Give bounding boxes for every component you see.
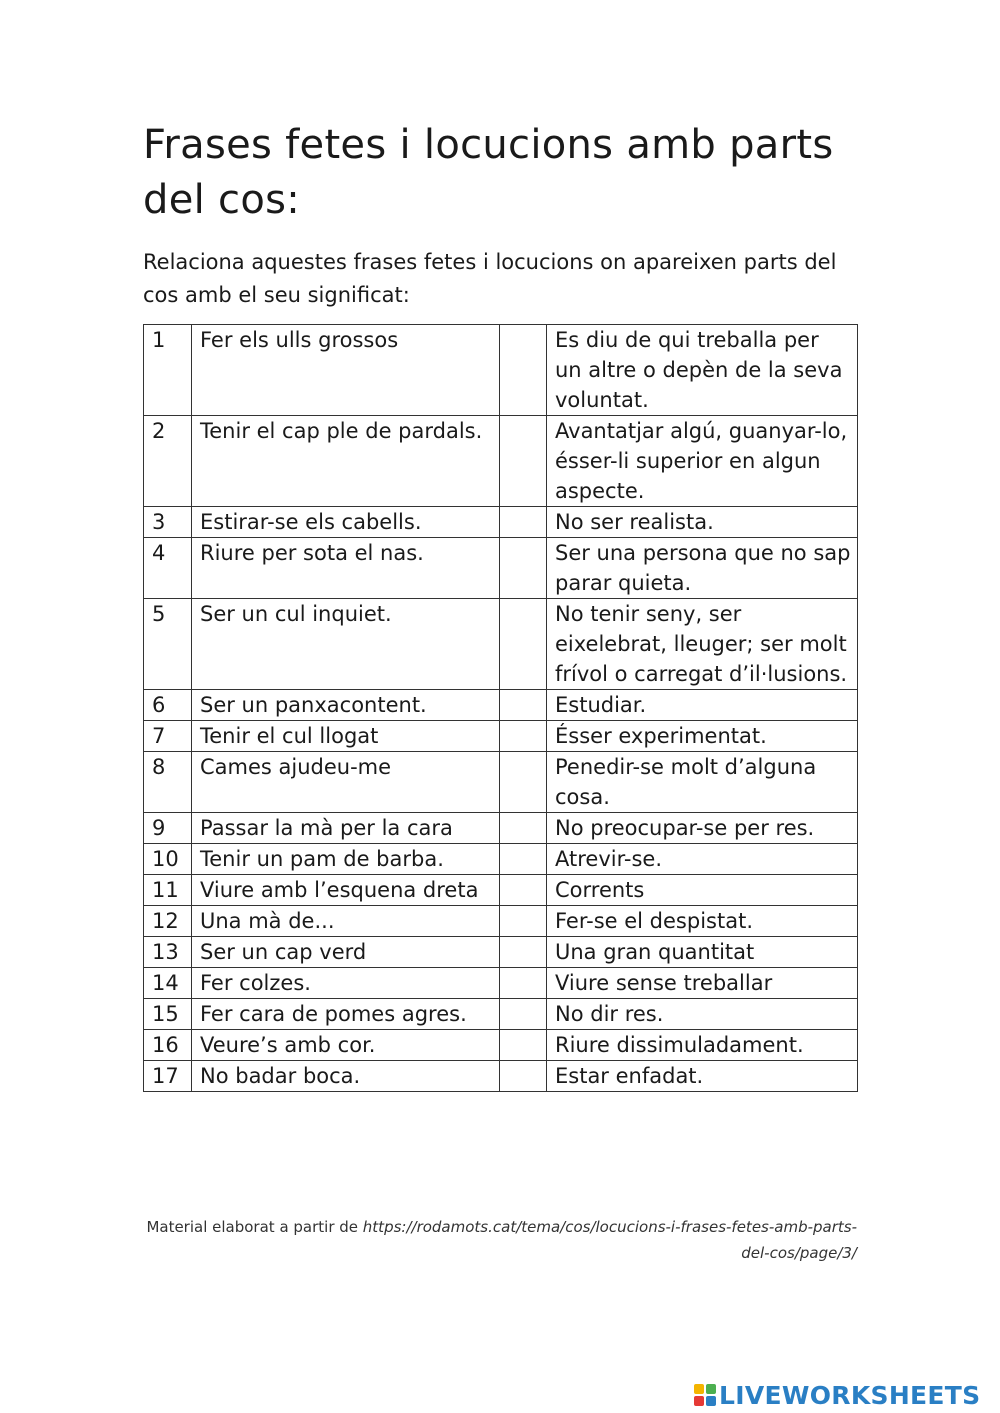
phrase-cell: Ser un cap verd xyxy=(192,937,500,968)
logo-text: LIVEWORKSHEETS xyxy=(719,1380,981,1410)
row-number: 5 xyxy=(144,599,192,690)
phrase-cell: Fer colzes. xyxy=(192,968,500,999)
table-row xyxy=(144,1061,858,1092)
answer-cell[interactable] xyxy=(500,752,547,813)
answer-cell[interactable] xyxy=(500,507,547,538)
row-number: 16 xyxy=(144,1030,192,1061)
table-row xyxy=(144,813,858,844)
row-number: 10 xyxy=(144,844,192,875)
answer-cell[interactable] xyxy=(500,968,547,999)
row-number: 15 xyxy=(144,999,192,1030)
phrase-cell: Tenir el cap ple de pardals. xyxy=(192,416,500,507)
answer-cell[interactable] xyxy=(500,690,547,721)
credit-prefix: Material elaborat a partir de xyxy=(146,1218,359,1236)
answer-cell[interactable] xyxy=(500,599,547,690)
answer-cell[interactable] xyxy=(500,1030,547,1061)
phrase-cell: Una mà de... xyxy=(192,906,500,937)
logo-square xyxy=(694,1396,704,1406)
phrase-cell: Passar la mà per la cara xyxy=(192,813,500,844)
table-row xyxy=(144,690,858,721)
answer-cell[interactable] xyxy=(500,538,547,599)
phrase-cell: No badar boca. xyxy=(192,1061,500,1092)
table-row xyxy=(144,999,858,1030)
page-title: Frases fetes i locucions amb parts del cos: xyxy=(143,122,834,223)
row-number: 13 xyxy=(144,937,192,968)
meaning-cell: Penedir-se molt d’alguna cosa. xyxy=(547,752,858,813)
phrase-cell: Veure’s amb cor. xyxy=(192,1030,500,1061)
logo-square xyxy=(694,1384,704,1394)
table-row xyxy=(144,906,858,937)
table-row xyxy=(144,325,858,416)
meaning-cell: Corrents xyxy=(547,875,858,906)
table-row xyxy=(144,416,858,507)
table-row xyxy=(144,875,858,906)
meaning-cell: Viure sense treballar xyxy=(547,968,858,999)
meaning-cell: No preocupar-se per res. xyxy=(547,813,858,844)
row-number: 2 xyxy=(144,416,192,507)
row-number: 6 xyxy=(144,690,192,721)
table-row xyxy=(144,721,858,752)
meaning-cell: No dir res. xyxy=(547,999,858,1030)
logo-grid-icon xyxy=(694,1384,716,1406)
table-row xyxy=(144,538,858,599)
row-number: 8 xyxy=(144,752,192,813)
phrase-cell: Tenir un pam de barba. xyxy=(192,844,500,875)
phrase-cell: Fer els ulls grossos xyxy=(192,325,500,416)
answer-cell[interactable] xyxy=(500,1061,547,1092)
matching-table xyxy=(143,324,858,1092)
source-credit xyxy=(137,1214,857,1266)
phrase-cell: Estirar-se els cabells. xyxy=(192,507,500,538)
row-number: 7 xyxy=(144,721,192,752)
table-row xyxy=(144,599,858,690)
row-number: 4 xyxy=(144,538,192,599)
meaning-cell: Una gran quantitat xyxy=(547,937,858,968)
answer-cell[interactable] xyxy=(500,844,547,875)
row-number: 3 xyxy=(144,507,192,538)
answer-cell[interactable] xyxy=(500,999,547,1030)
meaning-cell: Riure dissimuladament. xyxy=(547,1030,858,1061)
meaning-cell: Avantatjar algú, guanyar-lo, ésser-li superior en algun aspecte. xyxy=(547,416,858,507)
answer-cell[interactable] xyxy=(500,416,547,507)
meaning-cell: Es diu de qui treballa per un altre o depèn de la seva voluntat. xyxy=(547,325,858,416)
source-link[interactable]: https://rodamots.cat/tema/cos/locucions-i-frases-fetes-amb-parts-del-cos/page/3/ xyxy=(362,1218,857,1262)
meaning-cell: Ésser experimentat. xyxy=(547,721,858,752)
meaning-cell: Fer-se el despistat. xyxy=(547,906,858,937)
logo-square xyxy=(706,1384,716,1394)
meaning-cell: No tenir seny, ser eixelebrat, lleuger; ser molt frívol o carregat d’il·lusions. xyxy=(547,599,858,690)
row-number: 17 xyxy=(144,1061,192,1092)
row-number: 12 xyxy=(144,906,192,937)
table-row xyxy=(144,968,858,999)
row-number: 11 xyxy=(144,875,192,906)
answer-cell[interactable] xyxy=(500,937,547,968)
table-row xyxy=(144,507,858,538)
logo-square xyxy=(706,1396,716,1406)
phrase-cell: Viure amb l’esquena dreta xyxy=(192,875,500,906)
row-number: 9 xyxy=(144,813,192,844)
meaning-cell: Estar enfadat. xyxy=(547,1061,858,1092)
row-number: 1 xyxy=(144,325,192,416)
table-row xyxy=(144,752,858,813)
phrase-cell: Tenir el cul llogat xyxy=(192,721,500,752)
meaning-cell: Atrevir-se. xyxy=(547,844,858,875)
table-row xyxy=(144,1030,858,1061)
meaning-cell: Ser una persona que no sap parar quieta. xyxy=(547,538,858,599)
answer-cell[interactable] xyxy=(500,813,547,844)
phrase-cell: Ser un panxacontent. xyxy=(192,690,500,721)
meaning-cell: Estudiar. xyxy=(547,690,858,721)
answer-cell[interactable] xyxy=(500,875,547,906)
answer-cell[interactable] xyxy=(500,906,547,937)
phrase-cell: Riure per sota el nas. xyxy=(192,538,500,599)
row-number: 14 xyxy=(144,968,192,999)
instructions: Relaciona aquestes frases fetes i locucions on apareixen parts del cos amb el seu significat: xyxy=(143,250,837,307)
answer-cell[interactable] xyxy=(500,721,547,752)
table-row xyxy=(144,844,858,875)
phrase-cell: Fer cara de pomes agres. xyxy=(192,999,500,1030)
phrase-cell: Cames ajudeu-me xyxy=(192,752,500,813)
table-row xyxy=(144,937,858,968)
liveworksheets-logo xyxy=(694,1378,980,1412)
phrase-cell: Ser un cul inquiet. xyxy=(192,599,500,690)
meaning-cell: No ser realista. xyxy=(547,507,858,538)
answer-cell[interactable] xyxy=(500,325,547,416)
